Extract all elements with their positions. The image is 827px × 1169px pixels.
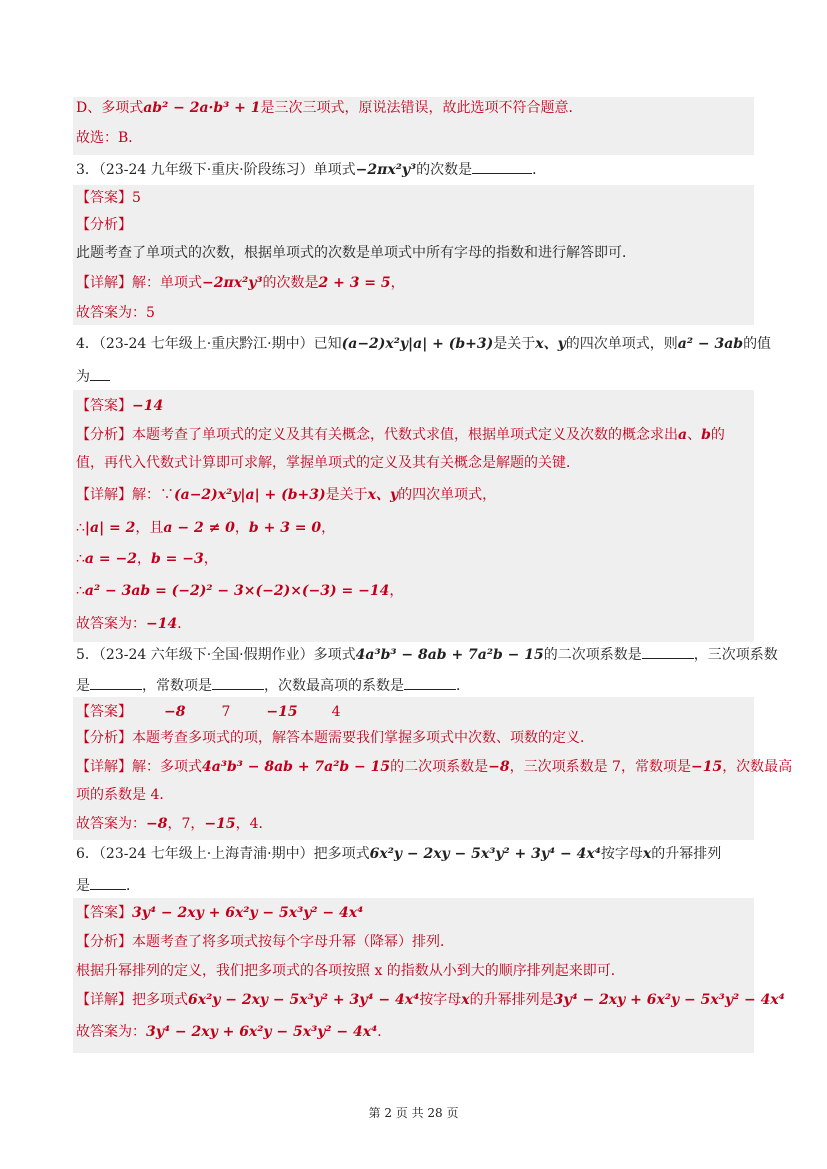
text: ．	[377, 1024, 392, 1040]
text: ，且	[135, 520, 164, 536]
label: 【答案】	[76, 704, 132, 720]
q3-detail	[76, 274, 405, 292]
text: ∴	[76, 520, 85, 536]
math: x	[642, 846, 652, 862]
question-4	[76, 335, 771, 353]
text: 故答案为：	[76, 1024, 146, 1040]
math: 4a³b³ − 8ab + 7a²b − 15	[355, 647, 544, 663]
math: (a−2)x²y|a| + (b+3)	[174, 487, 326, 503]
math: x	[461, 992, 470, 1008]
text: 按字母	[600, 846, 643, 862]
text: ，	[390, 275, 405, 291]
math: a² − 3ab	[677, 336, 744, 352]
math: a	[678, 427, 688, 443]
text: ．	[456, 678, 470, 694]
text: 的	[710, 427, 725, 443]
q4-step-2	[76, 550, 218, 568]
q6-conclusion	[76, 1023, 391, 1041]
math: b = −3	[150, 551, 204, 567]
text: ，	[203, 551, 218, 567]
text: 4	[331, 704, 341, 720]
math: −14	[146, 616, 178, 632]
text: 故答案为：	[76, 616, 146, 632]
label: 【答案】	[76, 398, 132, 414]
text: 此题考查了单项式的次数，根据单项式的次数是单项式中所有字母的指数和进行解答即可．	[76, 245, 636, 261]
page-footer: 第 2 页 共 28 页	[368, 1106, 459, 1120]
answer-blank	[90, 366, 110, 381]
text: 的二次项系数是	[390, 759, 489, 775]
label: 【答案】	[76, 905, 132, 921]
label: 【分析】	[76, 427, 132, 443]
q5-conclusion	[76, 815, 273, 833]
math: 6x²y − 2xy − 5x³y² + 3y⁴ − 4x⁴	[369, 846, 601, 862]
math: x、y	[535, 336, 566, 352]
q4-answer	[76, 397, 163, 415]
q5-detail	[76, 758, 792, 776]
text: 本题考查多项式的项，解答本题需要我们掌握多项式中次数、项数的定义．	[132, 730, 594, 746]
text: ∴	[76, 583, 85, 599]
q6-analysis	[76, 933, 454, 951]
text: ，	[389, 583, 404, 599]
text: 的二次项系数是	[543, 647, 642, 663]
question-6-cont	[76, 875, 140, 895]
question-5-cont	[76, 675, 470, 695]
label: 【详解】	[76, 487, 132, 503]
text: ，	[321, 520, 336, 536]
text: ．	[177, 616, 192, 632]
text: 解：多项式	[132, 759, 202, 775]
text: ．	[532, 162, 547, 178]
math: −15	[204, 816, 236, 832]
text: 6．（23-24 七年级上·上海青浦·期中）把多项式	[76, 846, 370, 862]
q4-conclusion	[76, 615, 191, 633]
answer-blank	[90, 875, 126, 890]
text: 是关于	[493, 336, 536, 352]
text: 为	[76, 369, 90, 385]
answer-blank	[212, 675, 264, 690]
text: 的四次单项式，	[398, 487, 497, 503]
text: 把多项式	[132, 992, 188, 1008]
question-3	[76, 159, 546, 179]
label: 【详解】	[76, 759, 132, 775]
text: 4．（23-24 七年级上·重庆黔江·期中）已知	[76, 336, 342, 352]
q4-analysis-cont	[76, 454, 580, 472]
text: 5．（23-24 六年级下·全国·假期作业）多项式	[76, 647, 356, 663]
text: 的次数是	[262, 275, 319, 291]
text: 故答案为：5	[76, 305, 155, 321]
text: ，次数最高项的系数是	[264, 678, 404, 694]
label: 【详解】	[76, 992, 132, 1008]
math: 6x²y − 2xy − 5x³y² + 3y⁴ − 4x⁴	[188, 992, 420, 1008]
choice-line	[76, 129, 142, 147]
label: 【分析】	[76, 934, 132, 950]
q3-conclusion	[76, 304, 155, 322]
math: b + 3 = 0	[248, 520, 322, 536]
text: 本题考查了单项式的定义及其有关概念，代数式求值，根据单项式定义及次数的概念求出	[132, 427, 678, 443]
text: 根据升幂排列的定义，我们把多项式的各项按照 x 的指数从小到大的顺序排列起来即可．	[76, 963, 625, 979]
text: 的值	[743, 336, 772, 352]
q4-step-1	[76, 519, 335, 537]
q5-detail-cont	[76, 786, 173, 804]
text: 5	[132, 190, 141, 206]
label: 【答案】	[76, 190, 132, 206]
label: 【详解】	[76, 275, 132, 291]
q5-analysis	[76, 729, 594, 747]
text: 故选：B．	[76, 130, 143, 146]
math: x、y	[367, 487, 399, 503]
math: −2πx²y³	[355, 162, 417, 178]
text: 是三次三项式，原说法错误，故此选项不符合题意．	[260, 100, 583, 116]
math: −8	[146, 816, 168, 832]
q3-analysis-label	[76, 216, 132, 234]
math: (a−2)x²y|a| + (b+3)	[341, 336, 494, 352]
text: D、多项式	[76, 100, 144, 116]
text: 的升幂排列	[651, 846, 722, 862]
text: 按字母	[419, 992, 462, 1008]
text: 本题考查了将多项式按每个字母升幂（降幂）排列．	[132, 934, 454, 950]
math: 4a³b³ − 8ab + 7a²b − 15	[202, 759, 391, 775]
label: 【分析】	[76, 217, 132, 233]
math: −14	[132, 398, 164, 414]
math: 2 + 3 = 5	[318, 275, 391, 291]
answer-blank	[90, 675, 142, 690]
text: 值，再代入代数式计算即可求解，掌握单项式的定义及其有关概念是解题的关键．	[76, 455, 580, 471]
q3-answer	[76, 189, 141, 207]
text: 解：单项式	[132, 275, 202, 291]
q6-analysis-cont	[76, 962, 625, 980]
math: b	[701, 427, 711, 443]
text: ∴	[76, 551, 85, 567]
text: 是	[76, 678, 90, 694]
q6-answer	[76, 904, 363, 922]
math: −8	[488, 759, 510, 775]
math: −8	[164, 704, 186, 720]
text: ，三次项系数是 7，常数项是	[509, 759, 691, 775]
q5-answer	[76, 703, 341, 721]
math: a² − 3ab = (−2)² − 3×(−2)×(−3) = −14	[84, 583, 390, 599]
option-d-line	[76, 99, 583, 117]
math: a = −2	[84, 551, 137, 567]
text: 的升幂排列是	[469, 992, 554, 1008]
text: 、	[687, 427, 702, 443]
math: −15	[266, 704, 298, 720]
text: 是	[76, 878, 90, 894]
label: 【分析】	[76, 730, 132, 746]
text: 项的系数是 4．	[76, 787, 174, 803]
text: ．	[126, 878, 140, 894]
q3-analysis	[76, 244, 636, 262]
text: ，	[136, 551, 151, 567]
text: 解：∵	[132, 487, 174, 503]
q4-detail	[76, 486, 496, 504]
answer-blank	[642, 644, 694, 659]
q6-detail	[76, 991, 785, 1009]
text: 是关于	[325, 487, 368, 503]
math: ab² − 2a·b³ + 1	[143, 100, 261, 116]
question-4-cont	[76, 366, 110, 386]
math: |a| = 2	[84, 520, 136, 536]
math: a − 2 ≠ 0	[163, 520, 235, 536]
q4-analysis	[76, 426, 725, 444]
text: 的次数是	[416, 162, 473, 178]
q4-step-3	[76, 582, 403, 600]
math: −2πx²y³	[202, 275, 263, 291]
text: ，7，	[167, 816, 205, 832]
text: 故答案为：	[76, 816, 146, 832]
answer-blank	[472, 159, 532, 174]
math: −15	[690, 759, 723, 775]
text: ，三次项系数	[693, 647, 778, 663]
text: 的四次单项式，则	[565, 336, 678, 352]
answer-blank	[404, 675, 456, 690]
math: 3y⁴ − 2xy + 6x²y − 5x³y² − 4x⁴	[132, 905, 364, 921]
math: 3y⁴ − 2xy + 6x²y − 5x³y² − 4x⁴	[553, 992, 785, 1008]
question-5	[76, 644, 778, 664]
question-6	[76, 845, 721, 863]
text: ，次数最高	[722, 759, 793, 775]
text: ，常数项是	[142, 678, 212, 694]
text: ，	[234, 520, 249, 536]
math: 3y⁴ − 2xy + 6x²y − 5x³y² − 4x⁴	[146, 1024, 378, 1040]
text: 7	[221, 704, 231, 720]
text: ，4．	[235, 816, 273, 832]
text: 3．（23-24 九年级下·重庆·阶段练习）单项式	[76, 162, 356, 178]
